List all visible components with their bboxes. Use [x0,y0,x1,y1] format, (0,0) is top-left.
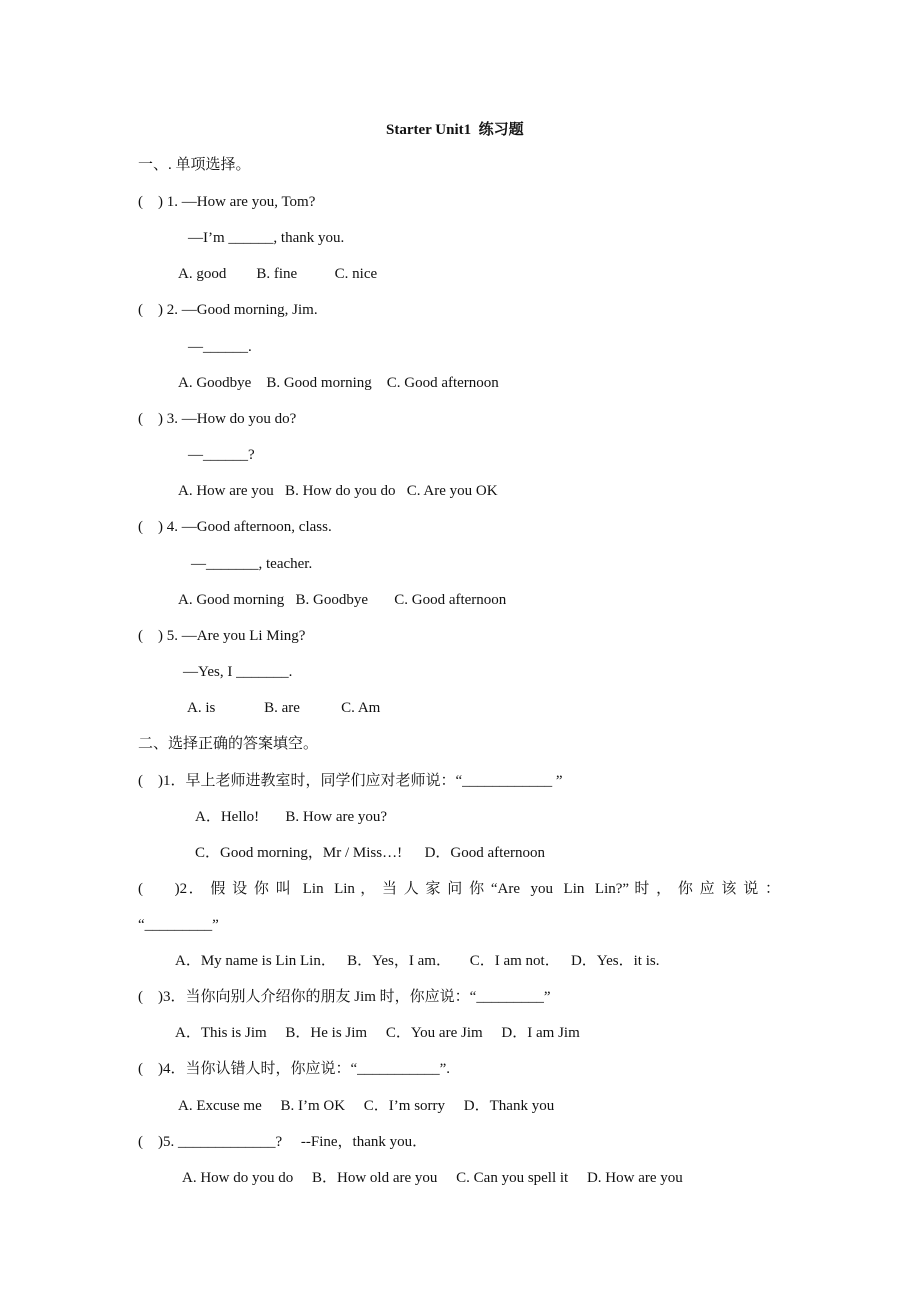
options-line: A．This is Jim B．He is Jim C．You are Jim D．I am Jim [175,1025,580,1041]
question-line: ( )1．早上老师进教室时，同学们应对老师说：“____________ ” [138,773,563,789]
options-line: A．Hello! B. How are you? [195,809,388,825]
options-line: A．My name is Lin Lin． B．Yes，I am． C．I am not． D．Yes．it is. [175,953,660,969]
question-line: ( ) 4. —Good afternoon, class. [138,519,332,535]
question-line: ( ) 1. —How are you, Tom? [138,194,316,210]
question-line: ( )3．当你向别人介绍你的朋友 Jim 时，你应说：“_________” [138,989,551,1005]
options-line: A. Goodbye B. Good morning C. Good afternoon [178,375,499,391]
options-line: A. How do you do B．How old are you C. Can you spell it D. How are you [182,1170,683,1186]
options-line: A. Good morning B. Goodbye C. Good afternoon [178,592,507,608]
answer-line: “_________” [138,917,219,933]
answer-line: —I’m ______, thank you. [188,230,345,246]
question-line: ( )4．当你认错人时，你应说：“___________”. [138,1061,451,1077]
options-line: A. good B. fine C. nice [178,266,378,282]
question-line: ( )5. _____________? --Fine，thank you． [138,1134,428,1150]
question-line: ( ) 3. —How do you do? [138,411,297,427]
question-line: ( ) 2. —Good morning, Jim. [138,302,318,318]
options-line: A. Excuse me B. I’m OK C．I’m sorry D．Thank you [178,1098,555,1114]
answer-line: —______. [188,339,252,355]
question-line: ( )2． 假 设 你 叫 Lin Lin ， 当 人 家 问 你 “Are you Lin Lin?” 时 ， 你 应 该 说 ： [138,881,780,897]
answer-line: —_______, teacher. [191,556,313,572]
options-line: A. is B. are C. Am [187,700,381,716]
section-heading: 一、. 单项选择。 [138,157,251,173]
options-line: A. How are you B. How do you do C. Are you OK [178,483,498,499]
page-title: Starter Unit1 练习题 [386,122,524,138]
answer-line: —Yes, I _______. [183,664,293,680]
question-line: ( ) 5. —Are you Li Ming? [138,628,306,644]
section-heading: 二、选择正确的答案填空。 [138,736,319,752]
options-line: C．Good morning，Mr / Miss…! D．Good afternoon [195,845,545,861]
answer-line: —______? [188,447,255,463]
